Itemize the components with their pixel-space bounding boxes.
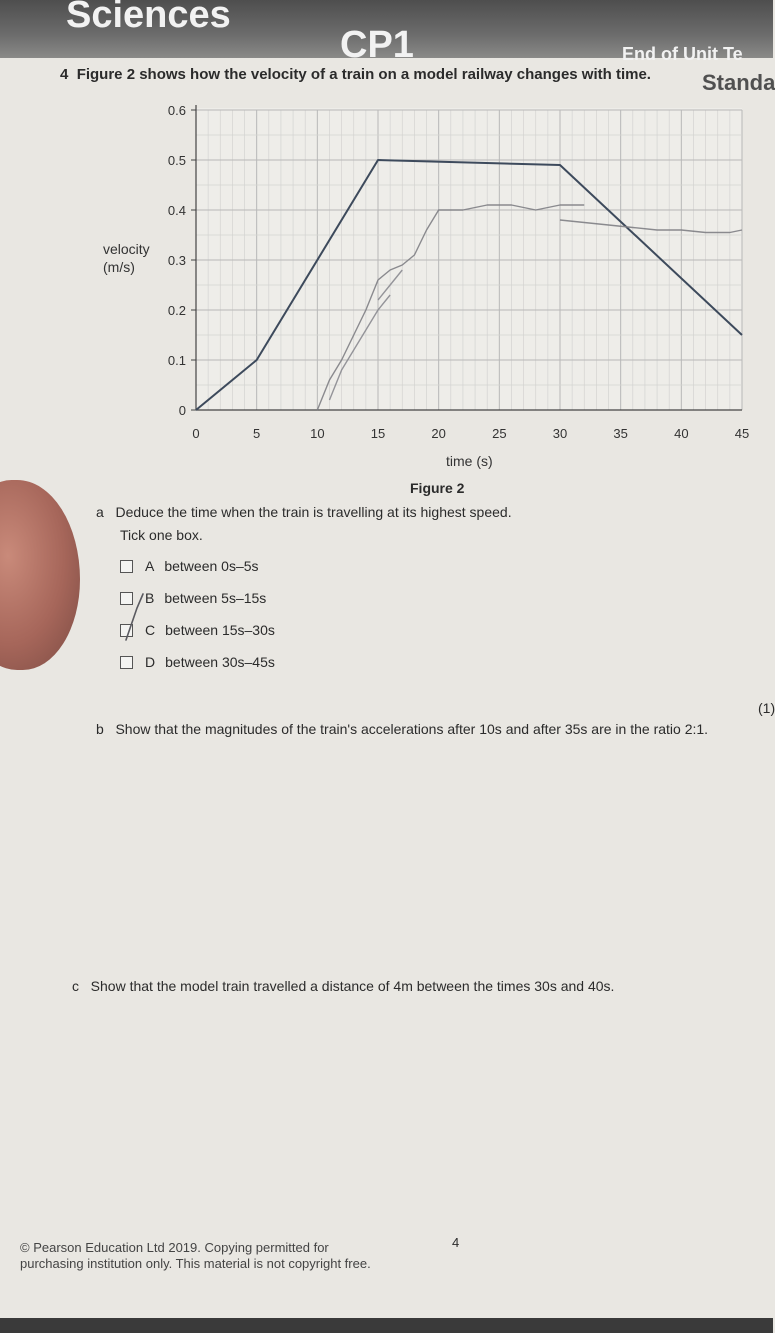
part-b-text: Show that the magnitudes of the train's accelerations after 10s and after 35s are in the ratio 2:1. [115,721,709,737]
y-tick-label: 0.2 [167,303,186,318]
bottom-edge [0,1318,773,1333]
page-number: 4 [452,1235,460,1250]
y-tick-label: 0 [178,403,186,418]
y-axis-label-line1: velocity [103,241,150,257]
x-tick-label: 0 [192,426,200,441]
x-tick-label: 5 [253,426,261,441]
test-title: End of Unit Te [622,44,743,64]
y-tick-label: 0.6 [167,103,186,118]
x-axis-label: time (s) [446,453,493,469]
y-axis-label-line2: (m/s) [103,259,135,275]
x-tick-label: 40 [674,426,689,441]
x-tick-label: 45 [734,426,750,441]
option-b-text: between 5s–15s [164,590,267,606]
option-c-letter: C [145,622,156,638]
copyright-footer [20,1240,371,1272]
part-a-label: a [96,504,104,520]
brand-title: Sciences [66,0,231,36]
tick-instruction: Tick one box. [120,527,203,543]
option-d-text: between 30s–45s [165,654,275,670]
part-c-label: c [72,978,79,994]
part-c-question [72,978,614,994]
unit-code: CP1 [340,24,414,66]
option-c-text: between 15s–30s [165,622,275,638]
y-tick-label: 0.5 [167,153,186,168]
figure-caption: Figure 2 [410,480,465,496]
x-tick-label: 35 [613,426,628,441]
x-tick-label: 10 [310,426,325,441]
option-d-letter: D [145,654,156,670]
y-tick-label: 0.3 [167,253,186,268]
part-b-label: b [96,721,104,737]
y-tick-label: 0.1 [167,353,186,368]
question-intro-text: Figure 2 shows how the velocity of a train on a model railway changes with time. [76,66,651,83]
option-b-letter: B [145,590,155,606]
x-tick-label: 25 [492,426,507,441]
copyright-line-1: © Pearson Education Ltd 2019. Copying permitted for [20,1240,329,1255]
copyright-line-2: purchasing institution only. This material is not copyright free. [20,1256,371,1271]
part-a-marks: (1) [758,700,775,716]
part-b-question [96,721,708,737]
question-number: 4 [60,66,69,83]
option-a-text: between 0s–5s [164,558,259,574]
x-tick-label: 20 [431,426,446,441]
x-tick-label: 30 [552,426,568,441]
part-c-text: Show that the model train travelled a distance of 4m between the times 30s and 40s. [90,978,615,994]
standard-label: Standa [702,70,775,95]
option-a-letter: A [145,558,155,574]
x-tick-label: 15 [370,426,386,441]
y-tick-label: 0.4 [167,203,186,218]
part-a-text: Deduce the time when the train is travelling at its highest speed. [115,504,512,520]
